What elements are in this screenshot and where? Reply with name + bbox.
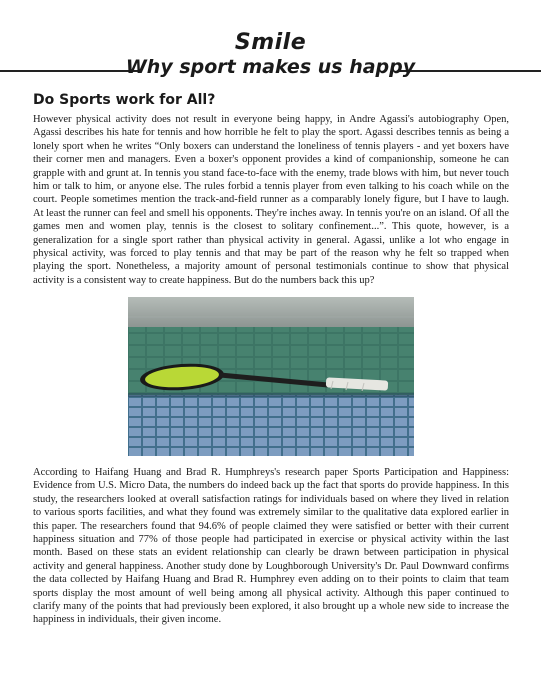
article-paragraph-2: According to Haifang Huang and Brad R. Humphreys's research paper Sports Participation and Happiness: Evidence from U.S. Micro Data, the numbers do indeed back up the fact that sports do provide happiness. In this study, the researchers looked at overall satisfaction ratings for individuals based on where they lived in relation to various sports facilities, and what they found was extremely similar to the qualitative data explored earlier in this paper. The researchers found that 94.6% of people claimed they were satisfied or better with their current happiness situation and 77% of those people had participated in exercise or physical activity within the last month. Based on these stats an evident relationship can clearly be drawn between participation in physical activity and general happiness. Another study done by Loughborough University's Dr. Paul Downward confirms the data collected by Haifang Huang and Brad R. Humphrey even adding on to their points to claim that team sports display the most amount of well being among all physical activity. Although this paper continued to clarify many of the points that had previously been explored, it also brought up a whole new side to increase the happiness in individuals, their given income. <box>33 467 509 626</box>
section-heading: Do Sports work for All? <box>33 92 216 108</box>
page-title: Smile <box>234 30 307 55</box>
article-paragraph-1: However physical activity does not result in everyone being happy, in Andre Agassi's autobiography Open, Agassi describes his hate for tennis and how horrible he felt to play the sport. Agassi describes tennis as being a lonely sport when he writes “Only boxers can understand the loneliness of tennis players - and yet boxers have their corner men and managers. Even a boxer's opponent provides a kind of companionship, someone he can grapple with and grunt at. In tennis you stand face-to-face with the enemy, trade blows with him, but never touch him or talk to him, or anyone else. The rules forbid a tennis player from even talking to his coach while on the court. People sometimes mention the track-and-field runner as a comparably lonely figure, but I have to laugh. At least the runner can feel and smell his opponents. They're inches away. In tennis you're on an island. Of all the games men and women play, tennis is the closest to solitary confinement...”. This quote, however, is a generalization for a single sport rather than physical activity in general. Agassi, unlike a lot who engage in physical activity, was forced to play tennis and that may be part of the reason why he felt so trapped when playing the sport. Nonetheless, a majority amount of personal testimonials continue to show that physical activity is a consistent way to create happiness. But do the numbers back this up? <box>33 114 509 286</box>
tennis-racket-photo <box>128 297 414 456</box>
page-subtitle: Why sport makes us happy <box>125 56 416 78</box>
